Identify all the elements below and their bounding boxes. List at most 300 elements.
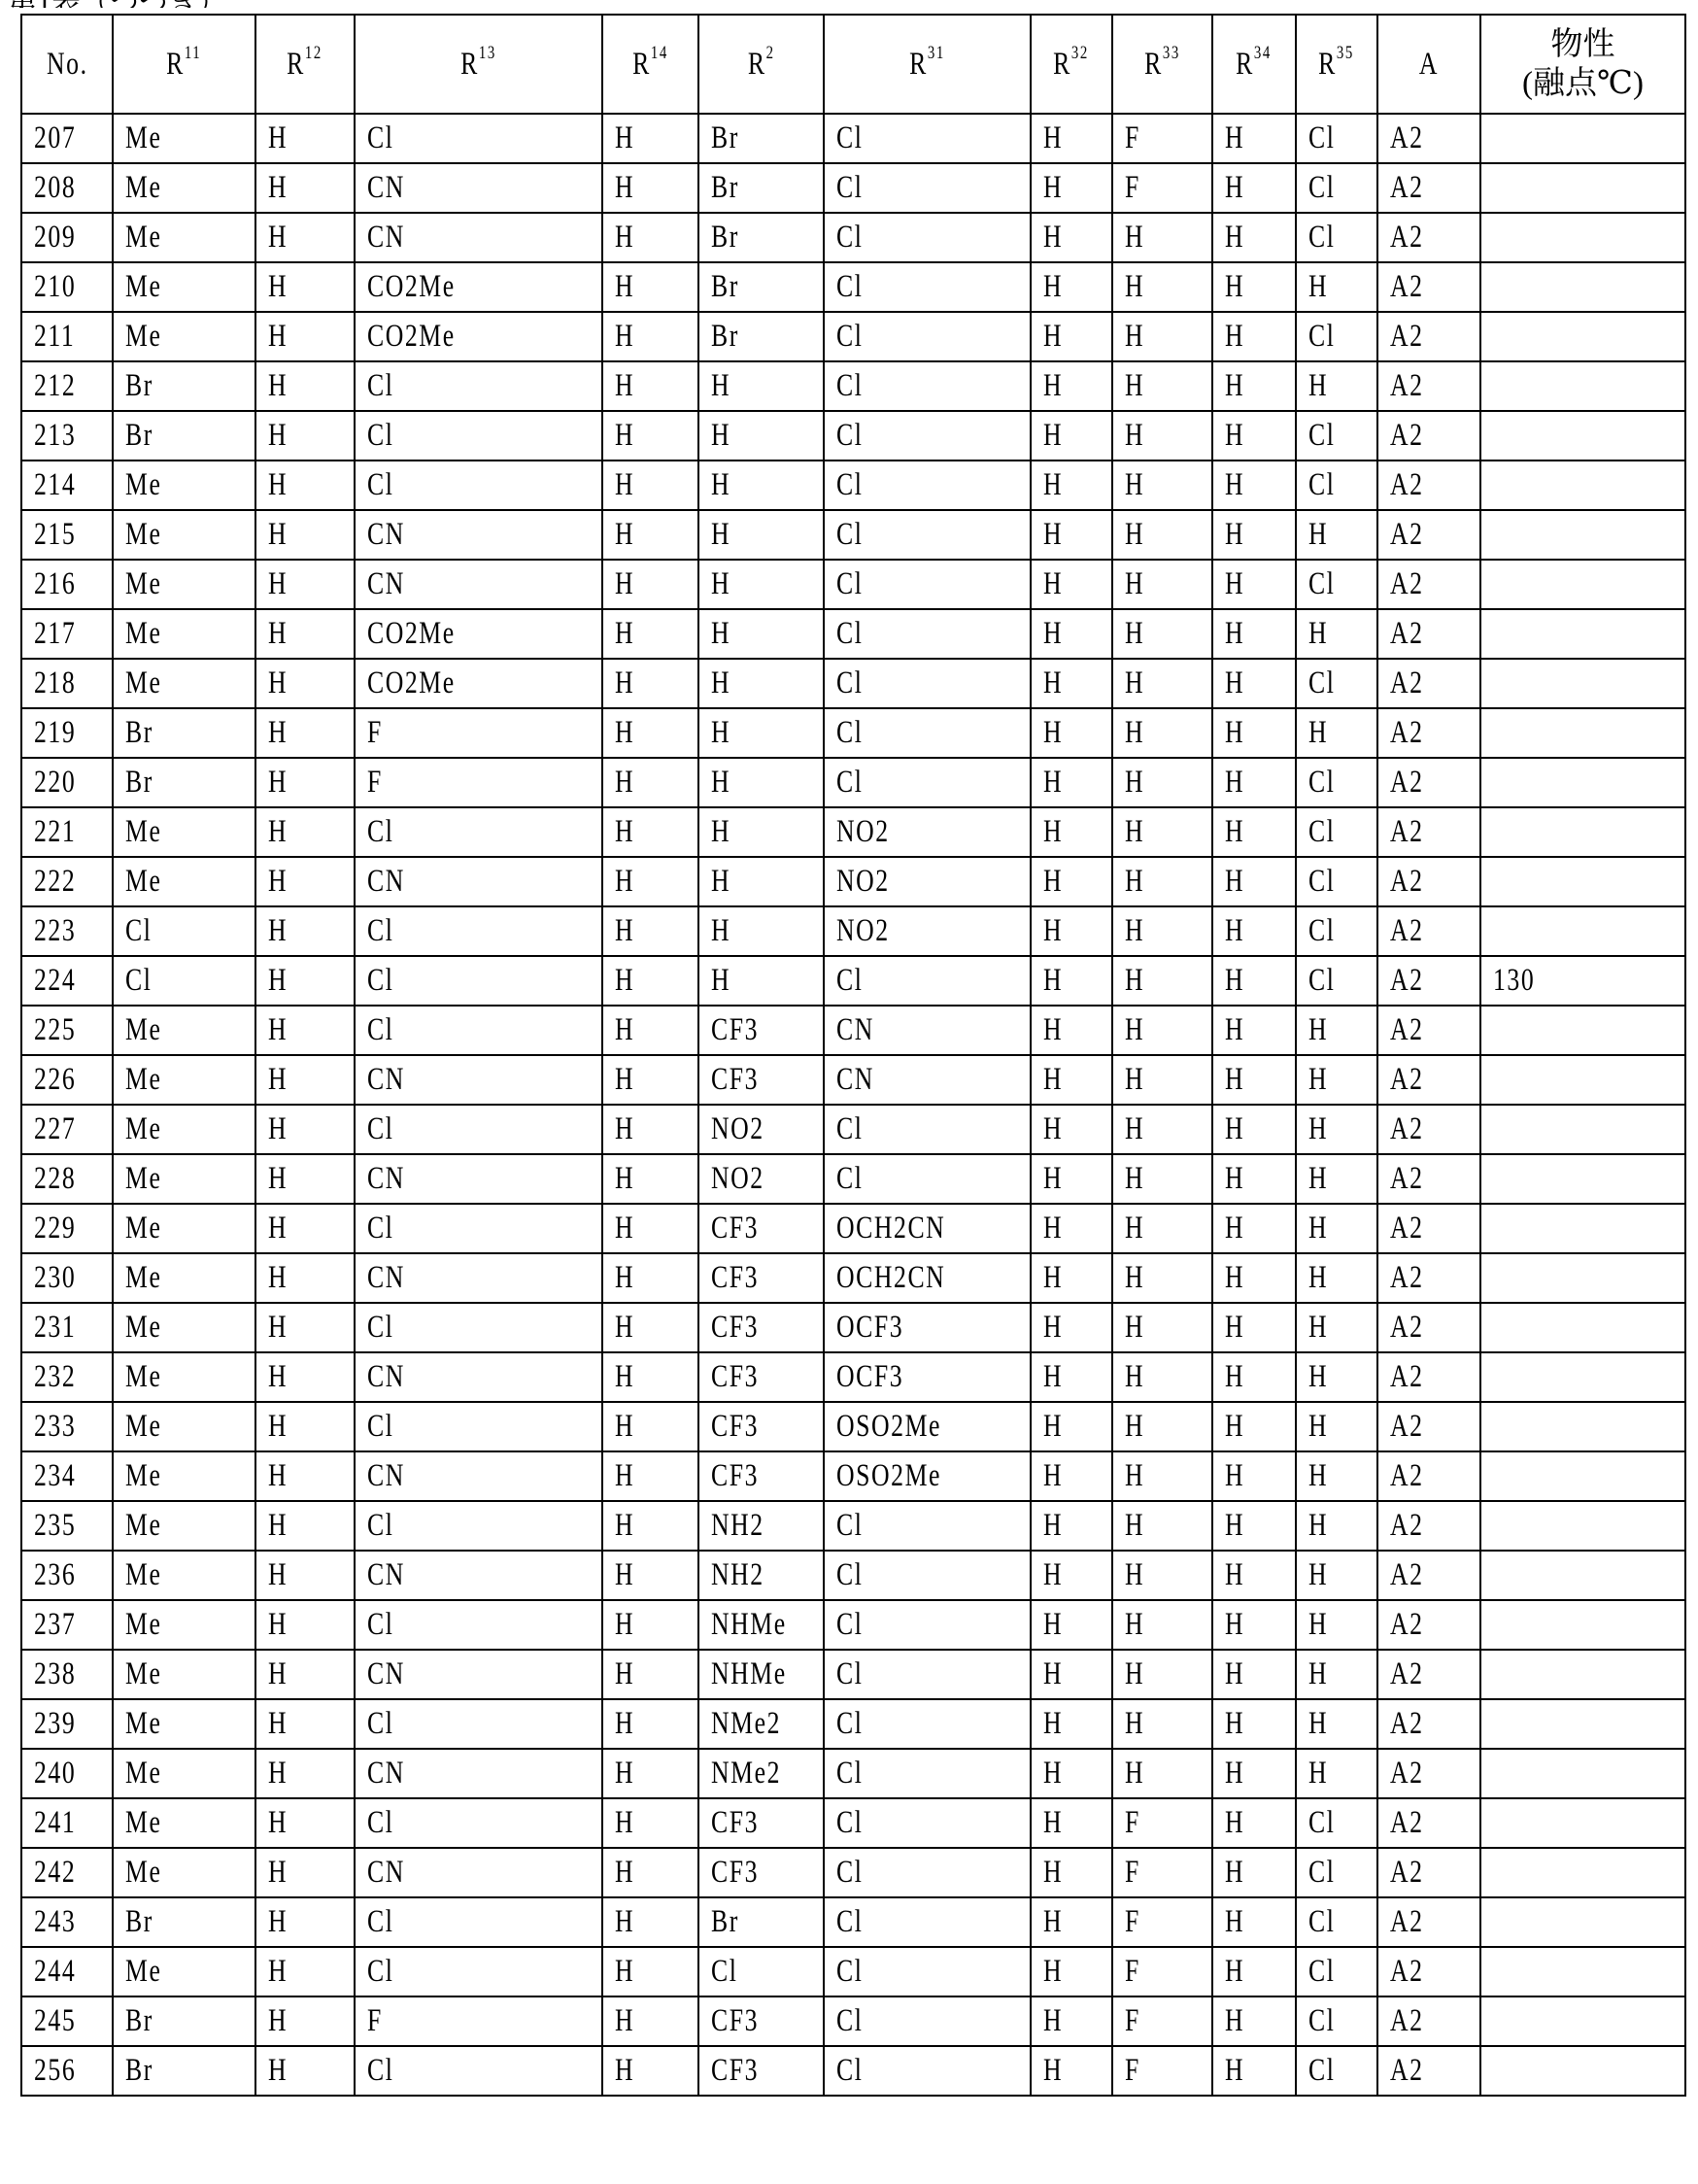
cell-value: H [268,765,288,801]
cell-value: H [1043,220,1063,256]
cell-r13 [355,560,602,609]
cell-value: H [1043,120,1063,156]
cell-r13 [355,1798,602,1848]
cell-r12 [255,609,355,659]
cell-r31 [824,956,1031,1006]
cell-value: H [615,368,634,404]
cell-melting-point [1480,1798,1685,1848]
cell-value: 232 [34,1359,76,1395]
cell-r13 [355,1848,602,1897]
cell-value: H [268,963,288,999]
cell-value: A2 [1390,269,1424,305]
cell-value: Me [125,814,161,850]
cell-value: H [615,467,634,503]
cell-value: H [1308,1211,1328,1246]
cell-r32 [1031,1798,1112,1848]
cell-value: Br [711,170,739,206]
cell-no [21,312,113,361]
cell-value: H [615,319,634,355]
cell-value: Cl [836,1111,863,1147]
cell-value: H [1225,1706,1244,1742]
cell-r31 [824,906,1031,956]
cell-value: A2 [1390,1508,1424,1544]
cell-value: CO2Me [367,269,456,305]
cell-a [1377,560,1480,609]
cell-r12 [255,1154,355,1204]
cell-value: H [711,814,730,850]
cell-value: H [1308,517,1328,553]
table-row [21,1798,1685,1848]
cell-melting-point [1480,1897,1685,1947]
table-row [21,857,1685,906]
cell-value: CN [367,566,405,602]
cell-r33 [1112,1996,1212,2046]
cell-r31 [824,1798,1031,1848]
cell-value: Me [125,1409,161,1445]
cell-r31 [824,1451,1031,1501]
cell-r34 [1212,1154,1296,1204]
cell-a [1377,213,1480,262]
cell-r33 [1112,1352,1212,1402]
cell-a [1377,1848,1480,1897]
cell-value: H [1308,1062,1328,1098]
cell-r35 [1296,708,1377,758]
cell-r13 [355,1055,602,1105]
cell-value: 256 [34,2053,76,2089]
cell-r33 [1112,807,1212,857]
cell-r2 [698,262,824,312]
cell-value: H [1125,269,1144,305]
cell-value: Cl [367,120,393,156]
cell-value: Br [125,2003,153,2039]
cell-r14 [602,1749,698,1798]
cell-value: H [1125,864,1144,900]
cell-value: 239 [34,1706,76,1742]
cell-a [1377,361,1480,411]
cell-value: Cl [367,2053,393,2089]
cell-no [21,1749,113,1798]
cell-r14 [602,361,698,411]
cell-r11 [113,807,255,857]
header-label [1419,47,1439,83]
cell-value: CN [367,1062,405,1098]
cell-r35 [1296,1947,1377,1996]
cell-a [1377,1451,1480,1501]
cell-value: 216 [34,566,76,602]
cell-r11 [113,857,255,906]
cell-a [1377,1105,1480,1154]
cell-r32 [1031,1848,1112,1897]
cell-r14 [602,1798,698,1848]
cell-r2 [698,956,824,1006]
cell-r14 [602,1451,698,1501]
cell-value: CN [367,1260,405,1296]
cell-r14 [602,1303,698,1352]
cell-value: Cl [1308,814,1335,850]
cell-r34 [1212,1551,1296,1600]
cell-r33 [1112,2046,1212,2096]
cell-value: H [1125,220,1144,256]
cell-a [1377,510,1480,560]
cell-r31 [824,1303,1031,1352]
cell-value: H [615,418,634,454]
cell-r13 [355,1996,602,2046]
table-row [21,411,1685,461]
cell-melting-point [1480,956,1685,1006]
cell-value: H [1043,1607,1063,1643]
cell-value: NHMe [711,1607,787,1643]
cell-a [1377,312,1480,361]
table-row [21,461,1685,510]
cell-value: H [615,1409,634,1445]
cell-r35 [1296,1352,1377,1402]
cell-r33 [1112,1848,1212,1897]
cell-a [1377,2046,1480,2096]
cell-r32 [1031,1352,1112,1402]
cell-value: 235 [34,1508,76,1544]
cell-value: F [1125,170,1140,206]
header-superscript: 12 [305,43,323,63]
cell-value: A2 [1390,319,1424,355]
cell-value: A2 [1390,715,1424,751]
cell-value: H [1043,1706,1063,1742]
cell-a [1377,1947,1480,1996]
cell-r33 [1112,1402,1212,1451]
cell-no [21,807,113,857]
cell-value: H [1225,1359,1244,1395]
header-label [1144,47,1180,83]
header-superscript: 14 [651,43,668,63]
cell-r34 [1212,1204,1296,1253]
cell-value: H [1225,963,1244,999]
cell-r32 [1031,956,1112,1006]
cell-r11 [113,411,255,461]
cell-r32 [1031,659,1112,708]
header-r33 [1112,15,1212,114]
cell-no [21,1848,113,1897]
cell-value: Cl [1308,913,1335,949]
cell-r2 [698,2046,824,2096]
cell-r13 [355,1253,602,1303]
cell-r13 [355,262,602,312]
cell-r32 [1031,609,1112,659]
table-row [21,659,1685,708]
cell-value: H [268,1508,288,1544]
header-superscript: 2 [765,43,774,63]
header-r11 [113,15,255,114]
header-label [460,47,496,83]
cell-value: 224 [34,963,76,999]
header-label [1054,47,1090,83]
cell-value: Me [125,1508,161,1544]
cell-r32 [1031,1303,1112,1352]
cell-value: Cl [1308,418,1335,454]
cell-r13 [355,510,602,560]
cell-r12 [255,262,355,312]
cell-a [1377,708,1480,758]
cell-r11 [113,1204,255,1253]
cell-r2 [698,1402,824,1451]
header-label [47,47,88,83]
cell-value: Cl [1308,765,1335,801]
cell-a [1377,1650,1480,1699]
cell-r32 [1031,1947,1112,1996]
cell-value: CN [836,1012,874,1048]
cell-value: H [1125,715,1144,751]
cell-value: H [1308,1161,1328,1197]
cell-melting-point [1480,461,1685,510]
cell-value: Cl [836,1161,863,1197]
cell-value: H [268,864,288,900]
cell-r31 [824,1996,1031,2046]
cell-value: 218 [34,665,76,701]
cell-r13 [355,1154,602,1204]
cell-r12 [255,906,355,956]
cell-no [21,1154,113,1204]
cell-r34 [1212,1402,1296,1451]
cell-value: H [268,1161,288,1197]
cell-r32 [1031,1006,1112,1055]
cell-value: Cl [836,368,863,404]
cell-r32 [1031,1402,1112,1451]
cell-r13 [355,807,602,857]
cell-a [1377,461,1480,510]
cell-r35 [1296,2046,1377,2096]
table-row [21,114,1685,163]
cell-value: A2 [1390,2053,1424,2089]
cell-r14 [602,1204,698,1253]
cell-value: Cl [836,1656,863,1692]
cell-value: H [1225,1954,1244,1990]
header-base: R [909,47,928,82]
cell-value: A2 [1390,1607,1424,1643]
header-row [21,15,1685,114]
cell-value: OCF3 [836,1310,903,1346]
cell-r2 [698,1699,824,1749]
cell-value: H [615,566,634,602]
cell-value: 237 [34,1607,76,1643]
cell-r14 [602,659,698,708]
cell-value: H [1043,963,1063,999]
cell-r2 [698,1006,824,1055]
cell-no [21,1650,113,1699]
cell-value: CN [367,170,405,206]
cell-value: H [1043,1557,1063,1593]
cell-r35 [1296,1154,1377,1204]
cell-r11 [113,510,255,560]
cell-value: Me [125,616,161,652]
cell-value: H [1043,1458,1063,1494]
cell-melting-point [1480,1352,1685,1402]
cell-r14 [602,1055,698,1105]
cell-value: CF3 [711,1012,759,1048]
cell-r34 [1212,708,1296,758]
cell-value: Cl [367,1805,393,1841]
cell-value: OCH2CN [836,1211,945,1246]
table-row [21,807,1685,857]
cell-r13 [355,1947,602,1996]
cell-value: H [1125,517,1144,553]
cell-r11 [113,1798,255,1848]
cell-value: A2 [1390,1557,1424,1593]
cell-value: H [615,1211,634,1246]
cell-r14 [602,1848,698,1897]
cell-r33 [1112,1699,1212,1749]
cell-a [1377,1204,1480,1253]
cell-value: H [1043,467,1063,503]
cell-value: NO2 [836,913,890,949]
cell-melting-point [1480,1402,1685,1451]
cell-r11 [113,361,255,411]
cell-value: H [1225,1904,1244,1940]
cell-value: CF3 [711,2003,759,2039]
cell-value: H [615,170,634,206]
cell-value: H [1043,566,1063,602]
cell-r34 [1212,906,1296,956]
cell-r2 [698,1749,824,1798]
cell-value: H [1043,1111,1063,1147]
cell-melting-point [1480,411,1685,461]
cell-r12 [255,510,355,560]
cell-r2 [698,461,824,510]
cell-r32 [1031,1699,1112,1749]
cell-value: H [711,418,730,454]
cell-r13 [355,659,602,708]
table-row [21,312,1685,361]
cell-value: H [1043,418,1063,454]
cell-melting-point [1480,609,1685,659]
cell-value: Me [125,120,161,156]
header-label [748,47,775,83]
cell-value: H [1125,418,1144,454]
cell-r32 [1031,1204,1112,1253]
cell-value: Cl [1308,2003,1335,2039]
cell-r11 [113,1352,255,1402]
cell-a [1377,758,1480,807]
cell-r2 [698,609,824,659]
cell-r12 [255,1848,355,1897]
cell-r14 [602,510,698,560]
cell-value: H [1308,1012,1328,1048]
cell-value: H [711,715,730,751]
cell-r13 [355,1699,602,1749]
cell-value: H [711,913,730,949]
cell-r32 [1031,758,1112,807]
cell-r33 [1112,1154,1212,1204]
cell-value: Br [711,319,739,355]
cell-value: Cl [836,120,863,156]
cell-r13 [355,213,602,262]
cell-value: A2 [1390,1310,1424,1346]
cell-r35 [1296,1451,1377,1501]
cell-melting-point [1480,1451,1685,1501]
cell-r34 [1212,1352,1296,1402]
cell-r12 [255,659,355,708]
cell-value: 225 [34,1012,76,1048]
cell-r13 [355,1204,602,1253]
cell-value: F [1125,1855,1140,1891]
header-base: No. [47,47,88,82]
cell-r2 [698,361,824,411]
cell-r32 [1031,213,1112,262]
cell-value: Cl [1308,1805,1335,1841]
cell-value: Cl [836,665,863,701]
cell-value: H [1225,616,1244,652]
header-base: R [632,47,651,82]
cell-value: Cl [1308,220,1335,256]
cell-value: H [1043,368,1063,404]
cell-value: H [268,665,288,701]
header-superscript: 35 [1337,43,1354,63]
cell-value: H [1225,2003,1244,2039]
cell-value: A2 [1390,368,1424,404]
cell-value: F [367,765,383,801]
header-base: R [460,47,479,82]
cell-r35 [1296,758,1377,807]
cell-r2 [698,1600,824,1650]
cell-r13 [355,1897,602,1947]
cell-r2 [698,411,824,461]
cell-value: Cl [836,1756,863,1792]
cell-r11 [113,1501,255,1551]
cell-r35 [1296,1204,1377,1253]
cell-r14 [602,1402,698,1451]
cell-value: H [1225,517,1244,553]
cell-r34 [1212,213,1296,262]
cell-r34 [1212,1798,1296,1848]
cell-value: Cl [836,517,863,553]
cell-r2 [698,1303,824,1352]
cell-value: CF3 [711,1458,759,1494]
cell-value: Cl [711,1954,737,1990]
cell-value: Cl [367,1607,393,1643]
cell-value: Br [125,765,153,801]
cell-r35 [1296,560,1377,609]
cell-value: H [615,517,634,553]
cell-r2 [698,1848,824,1897]
cell-r14 [602,1154,698,1204]
cell-value: Cl [836,269,863,305]
table-row [21,1253,1685,1303]
cell-value: 227 [34,1111,76,1147]
compound-table [20,14,1686,2097]
cell-melting-point [1480,1253,1685,1303]
cell-value: Cl [836,566,863,602]
cell-r34 [1212,312,1296,361]
cell-value: H [1043,1211,1063,1246]
cell-r12 [255,1551,355,1600]
cell-value: CF3 [711,1855,759,1891]
cell-value: 215 [34,517,76,553]
cell-value: H [1308,269,1328,305]
cell-r13 [355,361,602,411]
cell-r14 [602,906,698,956]
table-row [21,1105,1685,1154]
cell-r14 [602,1551,698,1600]
cell-r35 [1296,114,1377,163]
cell-r32 [1031,411,1112,461]
cell-a [1377,1253,1480,1303]
cell-value: Cl [1308,963,1335,999]
cell-value: F [1125,1904,1140,1940]
cell-r12 [255,1055,355,1105]
cell-no [21,1352,113,1402]
cell-value: Cl [125,963,152,999]
cell-r32 [1031,807,1112,857]
cell-value: H [1225,566,1244,602]
cell-value: H [1225,1756,1244,1792]
header-property-unit: (融点℃) [1481,64,1684,103]
